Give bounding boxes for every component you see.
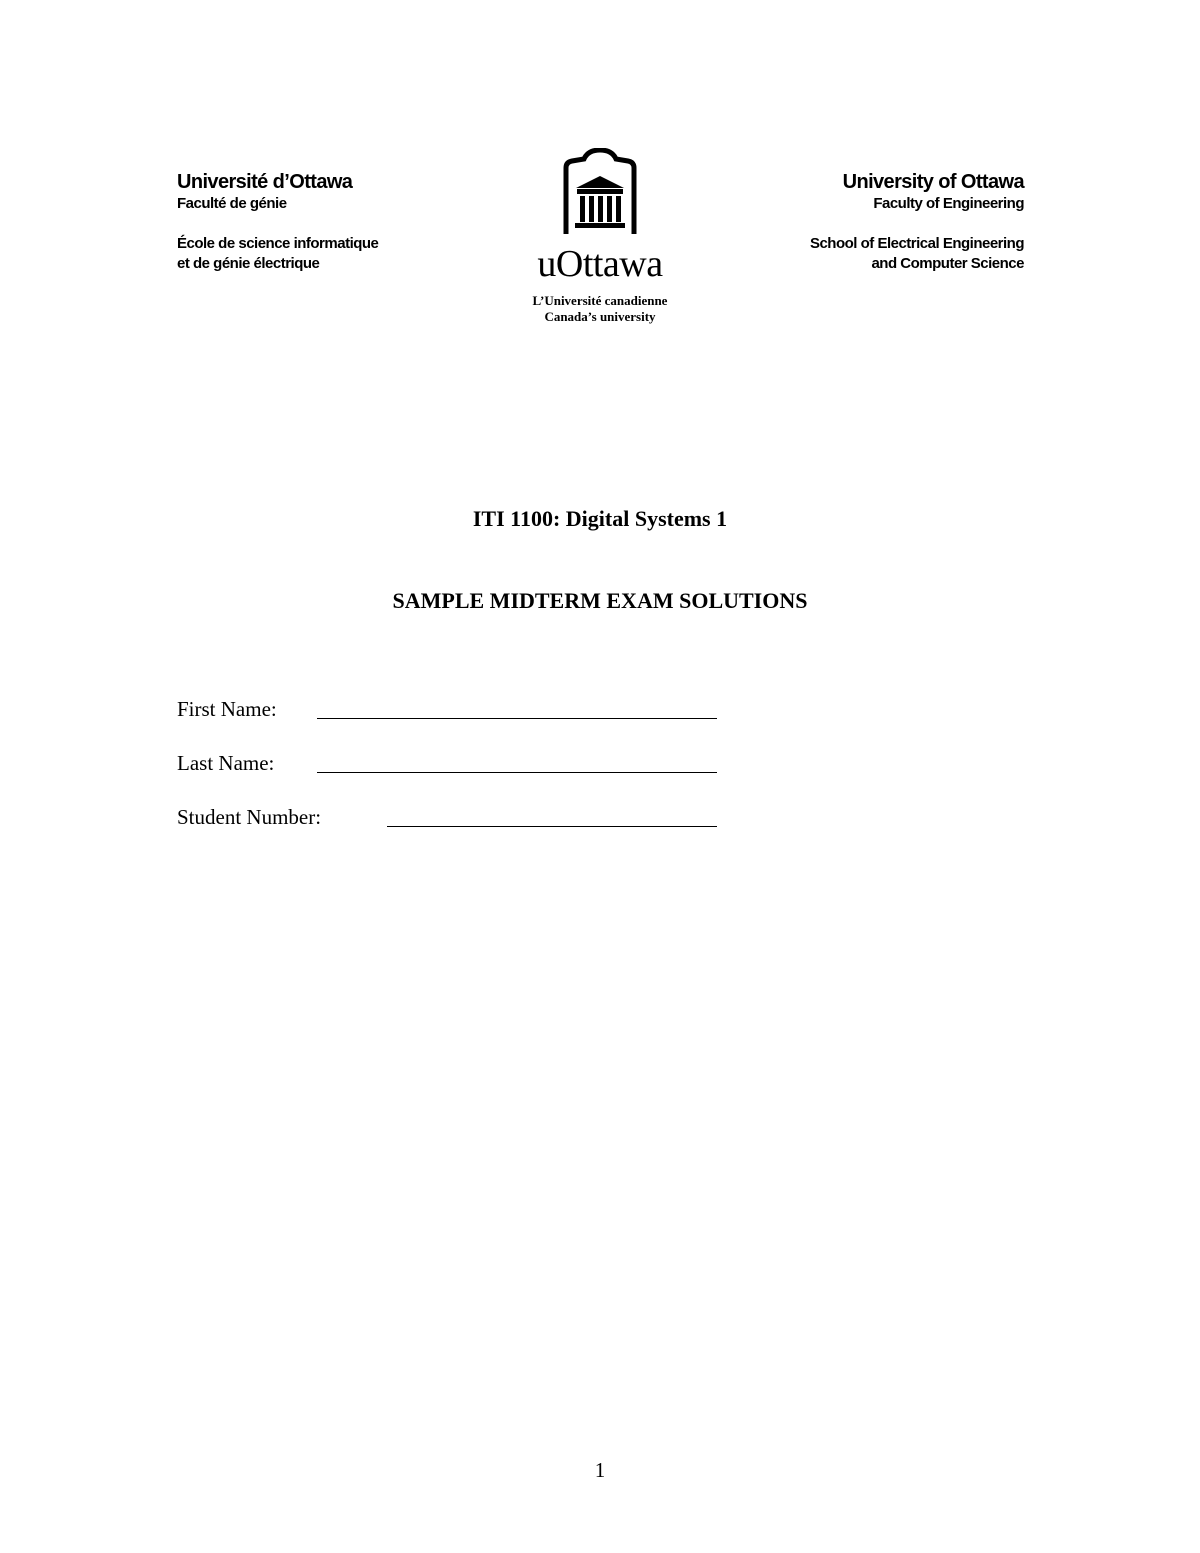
- exam-title: SAMPLE MIDTERM EXAM SOLUTIONS: [392, 588, 808, 613]
- tagline-french: L’Université canadienne: [532, 293, 668, 308]
- tagline-english: Canada’s university: [544, 309, 656, 324]
- uottawa-logo: [500, 148, 700, 325]
- faculty-name-english: Faculty of Engineering: [873, 195, 1024, 212]
- header-left-french: [177, 170, 477, 274]
- last-name-blank-line[interactable]: [317, 750, 717, 773]
- student-number-field: [177, 804, 321, 830]
- faculty-name-french: Faculté de génie: [177, 195, 287, 212]
- student-number-blank-line[interactable]: [387, 804, 717, 827]
- student-number-label: Student Number:: [177, 805, 322, 829]
- header-right-english: [704, 170, 1024, 274]
- uottawa-wordmark: uOttawa: [537, 243, 663, 285]
- university-building-icon: [560, 148, 640, 236]
- university-name-english: University of Ottawa: [842, 171, 1024, 193]
- last-name-label: Last Name:: [177, 751, 275, 775]
- school-name-english-line1: School of Electrical Engineering: [809, 235, 1024, 252]
- school-name-french-line2: et de génie électrique: [177, 255, 320, 272]
- school-name-french-line1: École de science informatique: [177, 235, 379, 252]
- first-name-blank-line[interactable]: [317, 696, 717, 719]
- first-name-field: [177, 696, 277, 722]
- first-name-label: First Name:: [177, 697, 277, 721]
- school-name-english-line2: and Computer Science: [871, 255, 1024, 272]
- page-number: 1: [594, 1458, 606, 1482]
- university-name-french: Université d’Ottawa: [177, 171, 353, 193]
- course-title: ITI 1100: Digital Systems 1: [472, 506, 728, 531]
- last-name-field: [177, 750, 274, 776]
